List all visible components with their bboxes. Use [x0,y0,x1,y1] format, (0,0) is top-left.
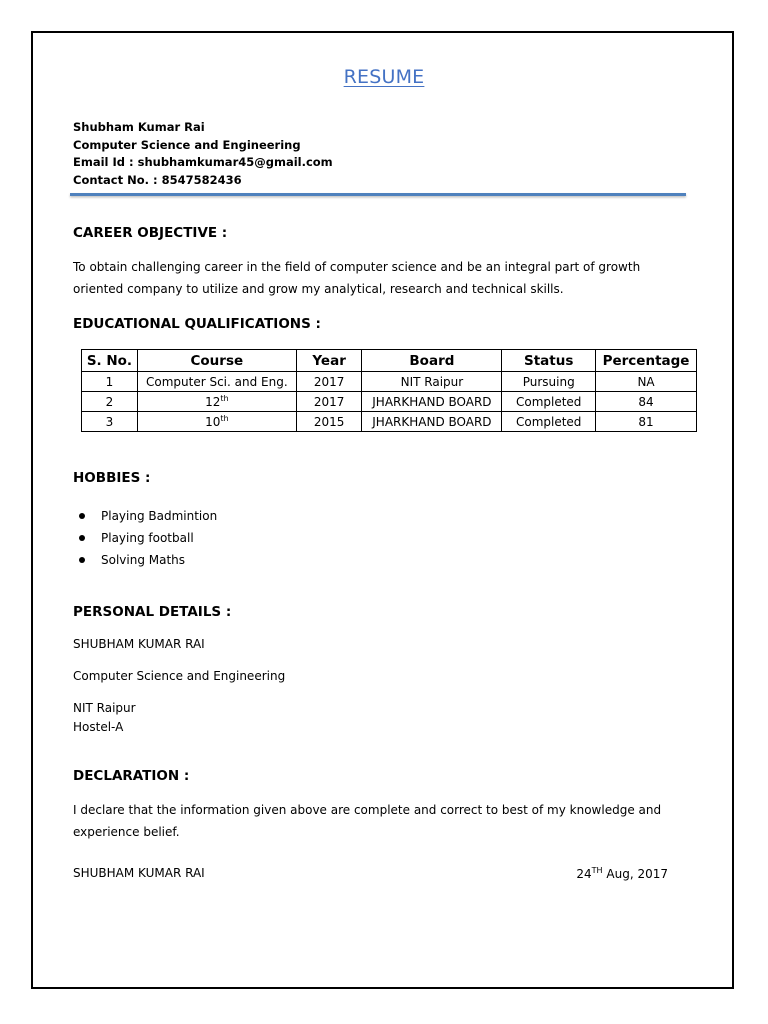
date-day: 24 [576,867,592,881]
cell-sno: 3 [82,412,138,432]
cell-sno: 2 [82,392,138,412]
table-row [82,392,697,412]
column-header: Board [362,350,502,372]
education-table [81,349,697,432]
course-text: 12 [205,395,221,409]
cell-percentage: 81 [596,412,697,432]
header-branch: Computer Science and Engineering [73,137,301,152]
course-sup: th [220,394,229,403]
signature-name: SHUBHAM KUMAR RAI [73,866,205,880]
resume-title: RESUME [343,66,425,88]
column-header: Year [296,350,362,372]
declaration-text: I declare that the information given above are complete and correct to best of my knowledge and experience belief. [73,803,662,839]
cell-board: JHARKHAND BOARD [362,412,502,432]
cell-course [137,392,296,412]
column-header: Course [137,350,296,372]
hobby-label: Playing football [101,531,194,545]
header-name: Shubham Kumar Rai [73,120,205,134]
course-text: 10 [205,415,221,429]
list-item [73,506,217,528]
table-row [82,372,697,392]
header-divider [70,193,686,196]
cell-status: Pursuing [502,372,596,392]
hobby-label: Playing Badmintion [101,509,218,523]
date-rest: Aug, 2017 [602,867,668,881]
bullet-icon [79,513,85,519]
cell-course [137,412,296,432]
personal-details-heading: PERSONAL DETAILS : [73,604,232,620]
table-header-row [82,350,697,372]
cell-board: JHARKHAND BOARD [362,392,502,412]
cell-course [137,372,296,392]
cell-year: 2015 [296,412,362,432]
column-header: S. No. [82,350,138,372]
personal-institute: NIT Raipur [73,701,136,715]
header-contact: Contact No. : 8547582436 [73,172,242,187]
course-sup: th [220,414,229,423]
column-header: Percentage [596,350,697,372]
cell-status: Completed [502,412,596,432]
cell-status: Completed [502,392,596,412]
header-block [73,119,333,189]
cell-percentage: 84 [596,392,697,412]
cell-sno: 1 [82,372,138,392]
career-objective-heading: CAREER OBJECTIVE : [73,225,228,241]
personal-branch: Computer Science and Engineering [73,669,286,683]
career-objective-text: To obtain challenging career in the field of computer science and be an integral part of growth oriented company to utilize and grow my analytical, research and technical skills. [73,260,641,296]
hobby-label: Solving Maths [101,553,186,567]
cell-percentage: NA [596,372,697,392]
hobbies-heading: HOBBIES : [73,470,151,486]
bullet-icon [79,557,85,563]
header-email: Email Id : shubhamkumar45@gmail.com [73,155,333,169]
cell-board: NIT Raipur [362,372,502,392]
cell-year: 2017 [296,372,362,392]
personal-hostel: Hostel-A [73,720,124,734]
education-heading: EDUCATIONAL QUALIFICATIONS : [73,316,321,332]
bullet-icon [79,535,85,541]
declaration-date [576,866,668,881]
cell-year: 2017 [296,392,362,412]
list-item [73,550,217,572]
column-header: Status [502,350,596,372]
declaration-heading: DECLARATION : [73,768,190,784]
list-item [73,528,217,550]
table-row [82,412,697,432]
personal-name: SHUBHAM KUMAR RAI [73,637,205,651]
course-text: Computer Sci. and Eng. [146,375,288,389]
date-sup: TH [591,866,603,875]
hobbies-list [73,506,217,572]
